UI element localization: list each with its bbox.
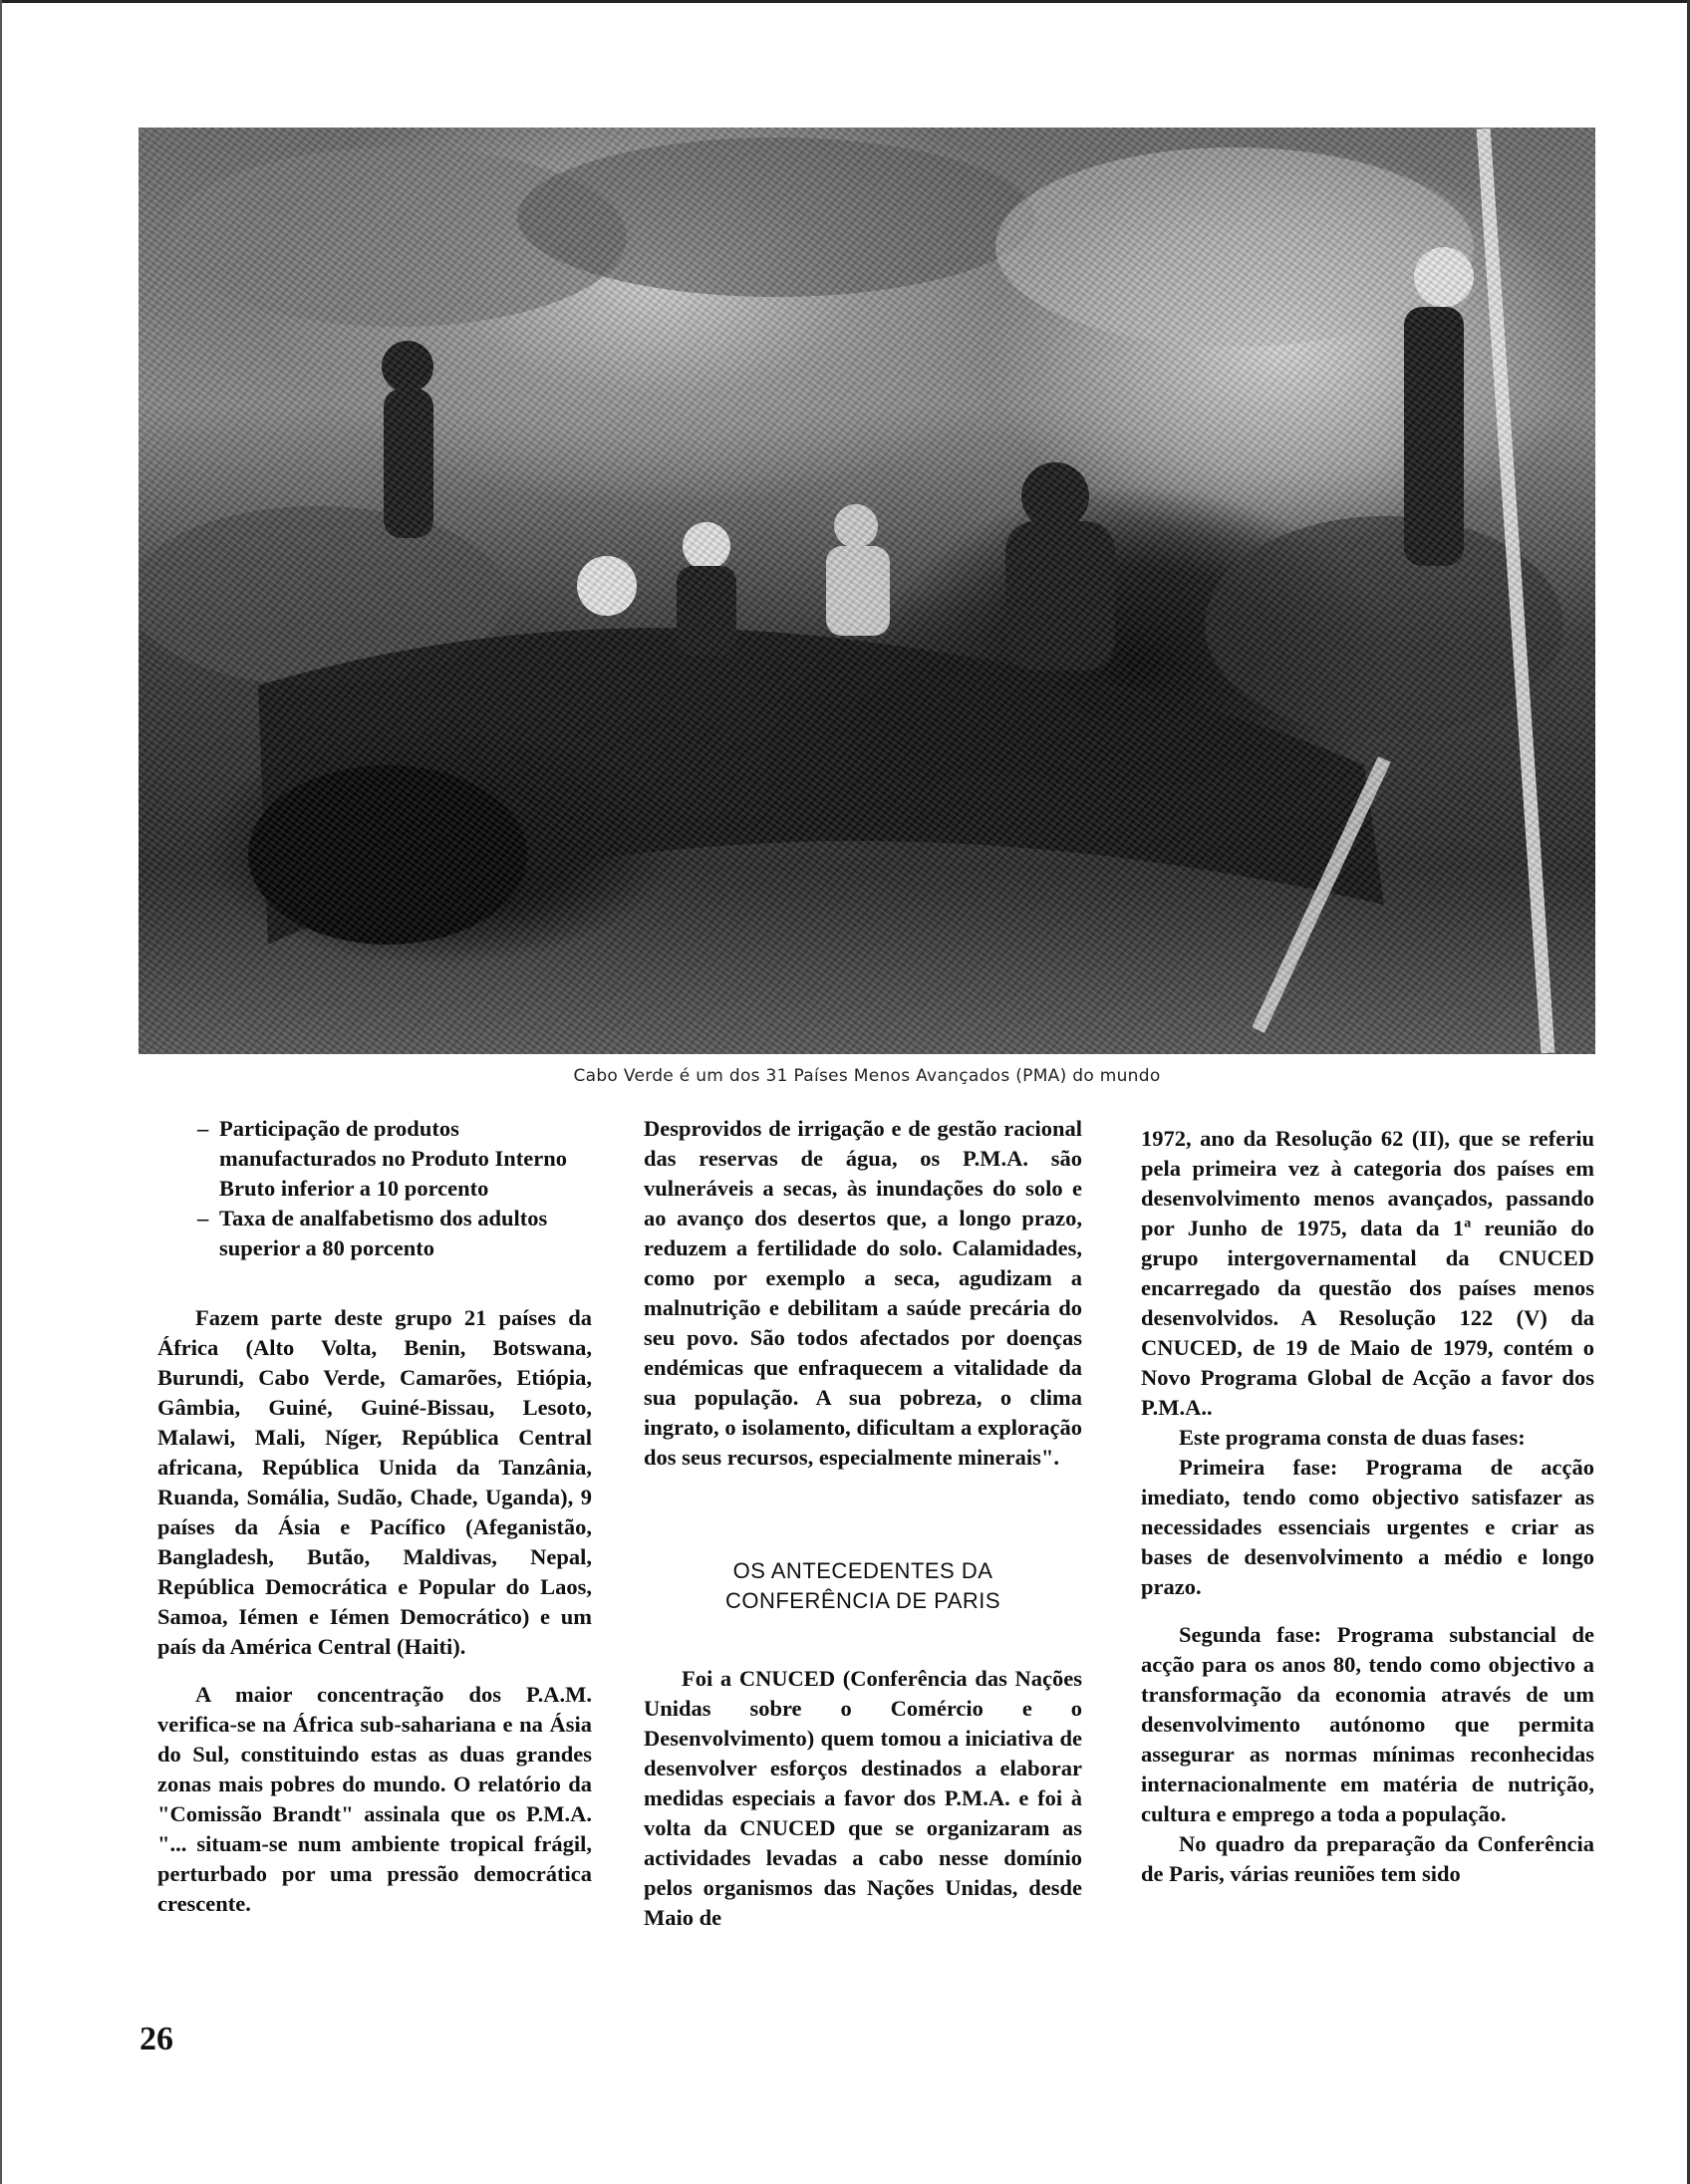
paragraph-fase-2: Segunda fase: Programa substancial de acção para os anos 80, tendo como objectivo a transformação da economia através de um desenvolvimento autónomo que permita assegurar as normas mínimas reconhecidas internacionalmente em matéria de nutrição, cultura e emprego a toda a população. [1141, 1622, 1594, 1826]
text-column-2 [644, 1114, 1082, 1933]
criteria-list [157, 1114, 592, 1263]
photo-grain-texture [139, 128, 1595, 1054]
paragraph-continued: Desprovidos de irrigação e de gestão racional das reservas de água, os P.M.A. são vulneráveis a secas, às inundações do solo e ao avanço dos desertos que, a longo prazo, reduzem a fertilidade do solo. Calamidades, como por exemplo a seca, agudizam a malnutrição e debilitam a saúde precária do seu povo. São todos afectados por doenças endémicas que enfraquecem a vitalidade da sua população. A sua pobreza, o clima ingrato, o isolamento, dificultam a exploração dos seus recursos, especialmente minerais". [644, 1116, 1082, 1470]
dash-marker: – [197, 1116, 209, 1141]
left-page-edge [0, 0, 2, 2184]
paragraph-concentration: A maior concentração dos P.A.M. verifica-se na África sub-sahariana e na Ásia do Sul, constituindo estas as duas grandes zonas mais pobres do mundo. O relatório da "Comissão Brandt" assinala que os P.M.A. "... situam-se num ambiente tropical frágil, perturbado por uma pressão democrática crescente. [157, 1682, 592, 1916]
paragraph-cnuced: Foi a CNUCED (Conferência das Nações Unidas sobre o Comércio e o Desenvolvimento) quem tomou a iniciativa de desenvolver esforços destinados a elaborar medidas especiais a favor dos P.M.A. e foi à volta da CNUCED que se organizaram as actividades levadas a cabo nesse domínio pelos organismos das Nações Unidas, desde Maio de [644, 1666, 1082, 1930]
paragraph-fase-1: Primeira fase: Programa de acção imediato, tendo como objectivo satisfazer as necessidades essenciais urgentes e criar as bases de desenvolvimento a médio e longo prazo. [1141, 1455, 1594, 1599]
ordinal-superscript: a [1464, 1216, 1472, 1231]
list-item [157, 1114, 592, 1204]
paragraph-member-countries: Fazem parte deste grupo 21 países da África (Alto Volta, Benin, Botswana, Burundi, Cabo Verde, Camarões, Etiópia, Gâmbia, Guiné, Guiné-Bissau, Lesoto, Malawi, Mali, Níger, República Central africana, República Unida da Tanzânia, Ruanda, Somália, Sudão, Chade, Uganda), 9 países da Ásia e Pacífico (Afeganistão, Bangladesh, Butão, Maldivas, Nepal, República Democrática e Popular do Laos, Samoa, Iémen e Iémen Democrático) e um país da América Central (Haiti). [157, 1305, 592, 1659]
photo-caption: Cabo Verde é um dos 31 Países Menos Avançados (PMA) do mundo [573, 1066, 1161, 1086]
paragraph-programa-intro: Este programa consta de duas fases: [1179, 1425, 1526, 1450]
dash-marker: – [197, 1206, 209, 1230]
text-column-3 [1141, 1124, 1594, 1889]
section-title-line-1: OS ANTECEDENTES DA [732, 1558, 993, 1583]
photo-cabo-verde-workers [139, 128, 1595, 1054]
paragraph-resolutions [1141, 1124, 1594, 1423]
list-item-text: Taxa de analfabetismo dos adultos superior a 80 porcento [219, 1206, 548, 1260]
text-column-1 [157, 1114, 592, 1919]
page-number: 26 [140, 2021, 173, 2057]
section-title [644, 1556, 1082, 1616]
list-item [157, 1204, 592, 1263]
top-rule [0, 0, 1690, 3]
paragraph-preparacao: No quadro da preparação da Conferência de Paris, várias reuniões tem sido [1141, 1831, 1594, 1886]
paragraph-resolutions-start: 1972, ano da Resolução 62 (II), que se referiu pela primeira vez à categoria dos países em desenvolvimento menos avançados, passando por Junho de 1975, data da 1 [1141, 1126, 1594, 1240]
paragraph-resolutions-end: reunião do grupo intergovernamental da CNUCED encarregado da questão dos países menos desenvolvidos. A Resolução 122 (V) da CNUCED, de 19 de Maio de 1979, contém o Novo Programa Global de Acção a favor dos P.M.A.. [1141, 1216, 1595, 1420]
section-title-line-2: CONFERÊNCIA DE PARIS [724, 1588, 1001, 1613]
list-item-text: Participação de produtos manufacturados no Produto Interno Bruto inferior a 10 porcento [219, 1116, 567, 1201]
